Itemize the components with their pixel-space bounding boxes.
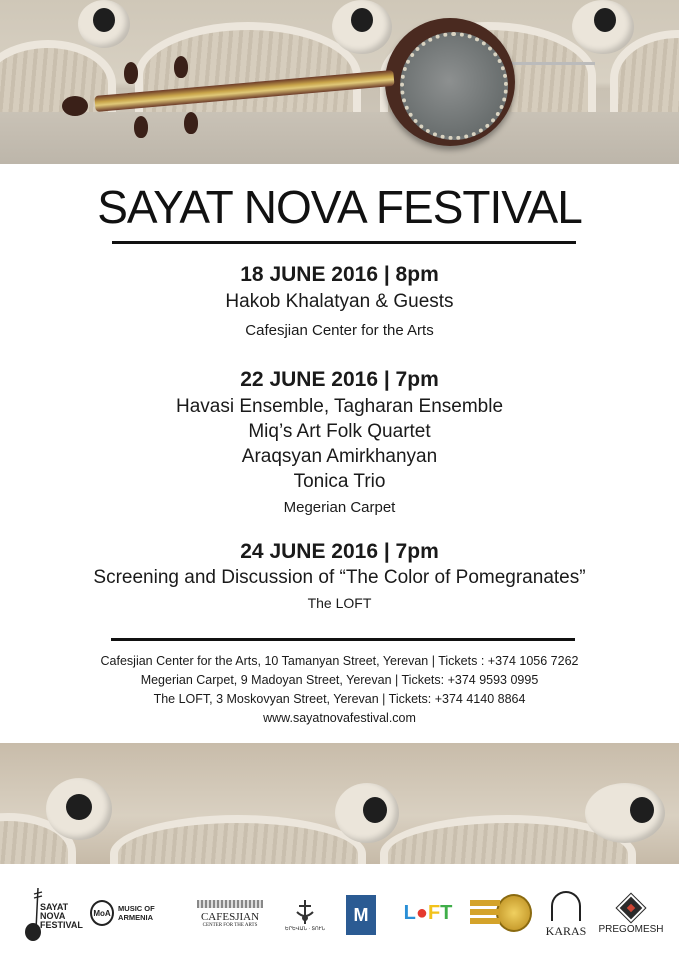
- instrument-spike: [505, 62, 595, 65]
- coin-icon: [496, 894, 532, 932]
- logo-text: CAFESJIAN: [200, 911, 260, 923]
- stone-boss: [46, 778, 112, 840]
- contact-line: Cafesjian Center for the Arts, 10 Tamanyan Street, Yerevan | Tickets : +374 1056 7262: [100, 654, 579, 668]
- tuning-peg: [124, 62, 138, 84]
- crest-icon: [294, 898, 316, 926]
- logo-subtext: CENTER FOR THE ARTS: [202, 923, 258, 928]
- event-venue: Megerian Carpet: [283, 499, 396, 516]
- logo-text: PREGOMESH: [598, 923, 664, 935]
- contact-line: Megerian Carpet, 9 Madoyan Street, Yerevan | Tickets: +374 9593 0995: [140, 673, 539, 687]
- logo-text: MUSIC OF ARMENIA: [118, 904, 155, 922]
- event-performer: Havasi Ensemble, Tagharan Ensemble: [175, 396, 504, 417]
- logo-pregomesh: [600, 894, 662, 938]
- logo-megerian: M: [346, 895, 376, 935]
- logo-subtext: ԵՐԵՎԱՆ · ՏՈՒՆ: [285, 926, 325, 932]
- event-date: 18 JUNE 2016 | 8pm: [240, 263, 439, 286]
- event-performer: Hakob Khalatyan & Guests: [225, 291, 454, 312]
- tuning-peg: [174, 56, 188, 78]
- event-performer: Screening and Discussion of “The Color of Pomegranates”: [93, 567, 586, 588]
- stone-arch: [110, 815, 366, 864]
- kamancha-scroll: [62, 96, 88, 116]
- winged-emblem-icon: [197, 900, 263, 908]
- arch-icon: [551, 891, 581, 921]
- event-date: 22 JUNE 2016 | 7pm: [240, 368, 439, 391]
- logo-armenian-org: [285, 892, 325, 938]
- logo-sayat-nova: [20, 886, 83, 946]
- stone-floor: [0, 112, 679, 164]
- instrument-icon: [24, 886, 46, 944]
- website-link[interactable]: www.sayatnovafestival.com: [263, 711, 416, 725]
- logo-gold-coin: [470, 894, 532, 932]
- sponsor-logos: [0, 880, 679, 950]
- event-venue: Cafesjian Center for the Arts: [245, 322, 434, 339]
- stone-boss: [332, 0, 392, 54]
- contact-line: The LOFT, 3 Moskovyan Street, Yerevan | Tickets: +374 4140 8864: [153, 692, 526, 706]
- event-1: [0, 263, 679, 339]
- event-performer: Araqsyan Amirkhanyan: [241, 446, 438, 467]
- event-venue: The LOFT: [307, 595, 372, 611]
- logo-cafesjian: [195, 894, 265, 934]
- page-title: SAYAT NOVA FESTIVAL: [97, 181, 582, 233]
- event-2: [0, 368, 679, 516]
- tuning-peg: [134, 116, 148, 138]
- tuning-peg: [184, 112, 198, 134]
- event-performer: Miq’s Art Folk Quartet: [248, 421, 431, 442]
- header-photo: [0, 0, 679, 164]
- stone-boss: [585, 783, 665, 843]
- logo-text: SAYAT NOVA FESTIVAL: [40, 901, 83, 930]
- logo-karas: [545, 885, 587, 945]
- logo-loft: L ● F T: [403, 901, 453, 924]
- venue-contacts: [0, 652, 679, 728]
- contacts-divider: [111, 638, 575, 641]
- event-3: [0, 540, 679, 611]
- logo-music-of-armenia: [90, 900, 185, 926]
- kamancha-body: [385, 18, 515, 146]
- stone-boss: [78, 0, 130, 48]
- footer-photo: [0, 743, 679, 864]
- title-divider: [112, 241, 576, 244]
- stone-boss: [335, 783, 399, 843]
- logo-text: KARAS: [545, 924, 587, 938]
- stone-boss: [572, 0, 634, 54]
- event-performer: Tonica Trio: [293, 471, 386, 492]
- event-date: 24 JUNE 2016 | 7pm: [240, 540, 439, 563]
- diamond-ornament-icon: [617, 893, 645, 921]
- moa-circle: MoA: [90, 900, 114, 926]
